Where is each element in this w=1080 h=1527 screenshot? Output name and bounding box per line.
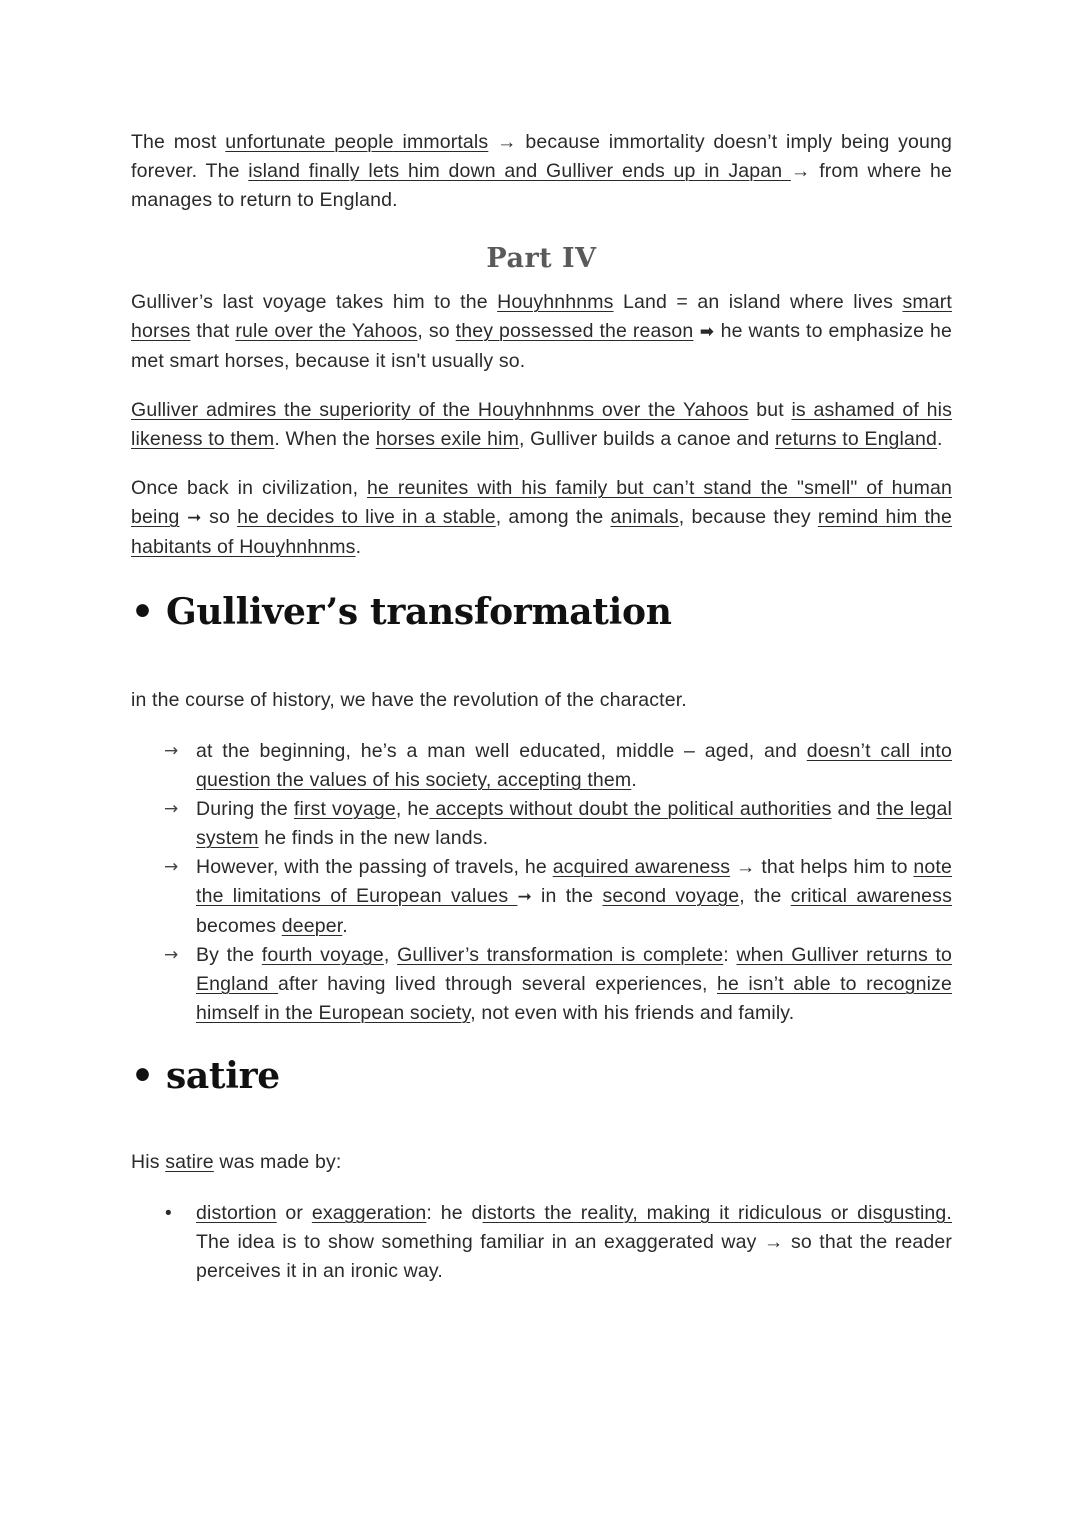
- arrow-bullet-icon: →: [164, 799, 179, 819]
- text-run: was made by:: [213, 1151, 342, 1173]
- transformation-list: [131, 737, 952, 1028]
- text-run: he finds in the new lands.: [258, 827, 489, 849]
- text-run: Land = an island where lives: [613, 291, 903, 313]
- document-page: [131, 128, 952, 1286]
- text-run: .: [937, 428, 943, 450]
- text-run: → that helps him to: [730, 856, 914, 878]
- underlined-text: fourth voyage: [261, 944, 384, 966]
- underlined-text: smart horses: [131, 291, 952, 342]
- text-run: Once back in civilization,: [131, 477, 368, 499]
- text-run: .: [342, 915, 348, 937]
- text-run: . When the: [274, 428, 376, 450]
- underlined-text: the legal system: [196, 798, 952, 849]
- text-run: and: [831, 798, 877, 820]
- part-heading: Part IV: [486, 243, 597, 274]
- arrow-icon: ➡: [693, 322, 721, 342]
- underlined-text: rule over the Yahoos: [235, 320, 418, 342]
- underlined-text: doesn’t call into question the values of his society, accepting them: [196, 740, 952, 791]
- underlined-text: he decides to live in a stable: [237, 506, 496, 528]
- transformation-intro: in the course of history, we have the revolution of the character.: [131, 689, 687, 711]
- text-run: , he: [395, 798, 430, 820]
- satire-intro: [131, 1148, 952, 1177]
- underlined-text: horses exile him: [375, 428, 519, 450]
- text-run: .: [631, 769, 637, 791]
- text-run: , because they: [678, 506, 818, 528]
- underlined-text: note the limitations of European values: [196, 856, 952, 907]
- text-run: The idea is to show something familiar in an exaggerated way → so that the reader perceives it in an ironic way.: [196, 1231, 952, 1282]
- underlined-text: first voyage: [293, 798, 396, 820]
- text-run: His: [131, 1151, 166, 1173]
- text-run: .: [355, 536, 362, 558]
- bullet-icon: •: [165, 1203, 172, 1224]
- underlined-text: remind him the habitants of Houyhnhnms: [131, 506, 953, 558]
- underlined-text: he reunites with his family but can’t stand the "smell" of human being: [131, 477, 952, 528]
- underlined-text: exaggeration: [311, 1202, 427, 1224]
- underlined-text: deeper: [281, 915, 343, 937]
- underlined-text: istorts the reality, making it ridiculous or disgusting.: [482, 1202, 952, 1224]
- text-run: , so: [417, 320, 456, 342]
- list-item: [131, 795, 952, 853]
- text-run: By the: [196, 944, 262, 966]
- text-run: → because immortality doesn’t imply being young forever. The: [131, 131, 953, 182]
- underlined-text: distortion: [196, 1202, 277, 1224]
- arrow-bullet-icon: →: [164, 741, 179, 761]
- underlined-text: immortals: [393, 131, 489, 153]
- section-heading-satire: • satire: [131, 1055, 280, 1097]
- text-run: becomes: [196, 915, 282, 937]
- text-run: so: [209, 506, 238, 528]
- text-run: The most: [131, 131, 226, 153]
- arrow-icon: ➞: [517, 887, 532, 907]
- paragraph-back-in-civilization: [131, 474, 952, 562]
- underlined-text: he isn’t able to recognize himself in the European society: [196, 973, 952, 1024]
- text-run: , not even with his friends and family.: [470, 1002, 795, 1024]
- text-run: → from where he manages to return to England.: [131, 160, 952, 211]
- underlined-text: acquired awareness: [552, 856, 731, 878]
- text-run: , the: [739, 885, 791, 907]
- underlined-text: they possessed the reason: [455, 320, 694, 342]
- text-run: or: [276, 1202, 312, 1224]
- text-run: However, with the passing of travels, he: [196, 856, 553, 878]
- text-run: , Gulliver builds a canoe and: [518, 428, 775, 450]
- underlined-text: is ashamed of his likeness to them: [131, 399, 952, 450]
- list-item: [131, 737, 952, 795]
- underlined-text: critical awareness: [790, 885, 952, 907]
- list-item: [131, 1199, 952, 1286]
- paragraph-last-voyage: [131, 288, 952, 376]
- list-item: [131, 853, 952, 941]
- text-run: :: [723, 944, 737, 966]
- text-run: after having lived through several experiences,: [278, 973, 717, 995]
- underlined-text: Gulliver admires the superiority of the Houyhnhnms over the Yahoos: [131, 399, 749, 421]
- underlined-text: unfortunate people: [225, 131, 394, 153]
- underlined-text: Gulliver’s transformation is complete: [397, 944, 724, 966]
- underlined-text: second voyage: [602, 885, 740, 907]
- text-run: Gulliver’s last voyage takes him to the: [131, 291, 498, 313]
- underlined-text: satire: [165, 1151, 214, 1173]
- list-item: [131, 941, 952, 1028]
- text-run: , among the: [495, 506, 611, 528]
- paragraph-admires: [131, 396, 952, 454]
- paragraph-immortals: [131, 128, 952, 215]
- underlined-text: Houyhnhnms: [497, 291, 614, 313]
- arrow-icon: ➞: [179, 508, 210, 528]
- satire-list: [131, 1199, 952, 1286]
- underlined-text: returns to England: [774, 428, 938, 450]
- section-heading-transformation: • Gulliver’s transformation: [131, 591, 672, 633]
- text-run: that: [190, 320, 236, 342]
- text-run: : he d: [426, 1202, 483, 1224]
- text-run: at the beginning, he’s a man well educated, middle – aged, and: [196, 740, 807, 762]
- text-run: During the: [196, 798, 294, 820]
- underlined-text: animals: [610, 506, 679, 528]
- arrow-bullet-icon: →: [164, 945, 179, 965]
- underlined-text: when Gulliver returns to England: [196, 944, 953, 995]
- text-run: ,: [383, 944, 398, 966]
- text-run: he wants to emphasize he met smart horses, because it isn't usually so.: [131, 320, 953, 372]
- underlined-text: accepts without doubt the political authorities: [429, 798, 832, 820]
- text-run: in the: [531, 885, 603, 907]
- underlined-text: island finally lets him down and Gulliver ends up in Japan: [248, 160, 791, 182]
- text-run: but: [748, 399, 792, 421]
- arrow-bullet-icon: →: [164, 857, 179, 877]
